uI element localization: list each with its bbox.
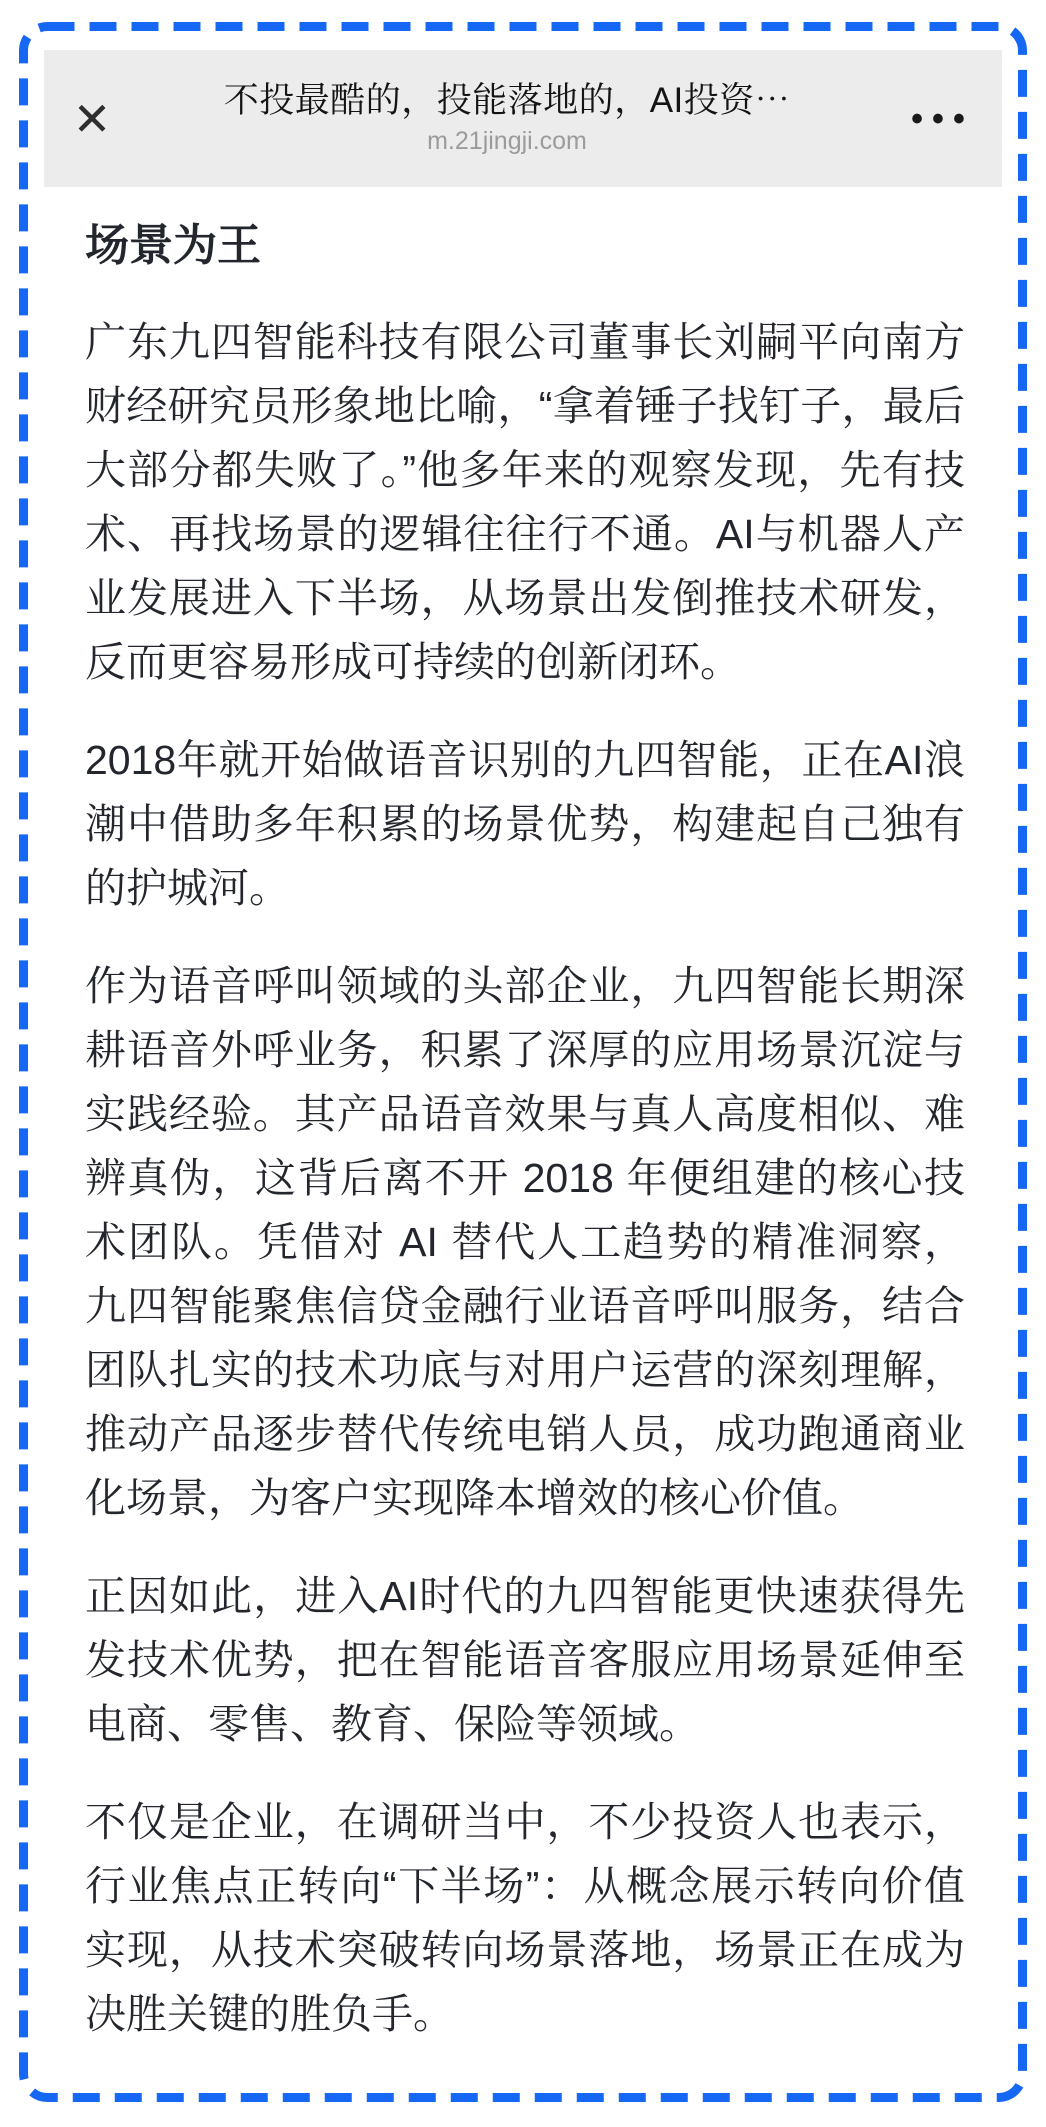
close-button[interactable]: [44, 92, 140, 145]
article-paragraph: 广东九四智能科技有限公司董事长刘嗣平向南方财经研究员形象地比喻，“拿着锤子找钉子，最后大部分都失败了。”他多年来的观察发现，先有技术、再找场景的逻辑往往行不通。AI与机器人产业发展进入下半场，从场景出发倒推技术研发，反而更容易形成可持续的创新闭环。: [85, 319, 965, 686]
page-title: 不投最酷的，投能落地的，AI投资⋯: [223, 81, 791, 121]
article-heading: 场景为王: [85, 221, 261, 270]
article-paragraph: 不仅是企业，在调研当中，不少投资人也表示，行业焦点正转向“下半场”：从概念展示转向价值实现，从技术突破转向场景落地，场景正在成为决胜关键的胜负手。: [85, 1799, 965, 2038]
browser-titlebar: [44, 50, 1002, 187]
site-url: m.21jingji.com: [427, 127, 587, 156]
article-paragraph: 2018年就开始做语音识别的九四智能，正在AI浪潮中借助多年积累的场景优势，构建起自己独有的护城河。: [85, 737, 965, 912]
article-paragraph: 正因如此，进入AI时代的九四智能更快速获得先发技术优势，把在智能语音客服应用场景延伸至电商、零售、教育、保险等领域。: [85, 1573, 965, 1748]
article-paragraph: 作为语音呼叫领域的头部企业，九四智能长期深耕语音外呼业务，积累了深厚的应用场景沉淀与实践经验。其产品语音效果与真人高度相似、难辨真伪，这背后离不开 2018 年便组建的核心技术团队。凭借对 AI 替代人工趋势的精准洞察，九四智能聚焦信贷金融行业语音呼叫服务，结合团队扎实的技术功底与对用户运营的深刻理解，推动产品逐步替代传统电销人员，成功跑通商业化场景，为客户实现降本增效的核心价值。: [85, 963, 965, 1522]
more-icon: •••: [911, 99, 974, 138]
more-menu-button[interactable]: [874, 99, 1002, 138]
titlebar-text-block: [140, 81, 874, 156]
close-icon: ✕: [72, 92, 112, 145]
article-body: [85, 222, 965, 2080]
